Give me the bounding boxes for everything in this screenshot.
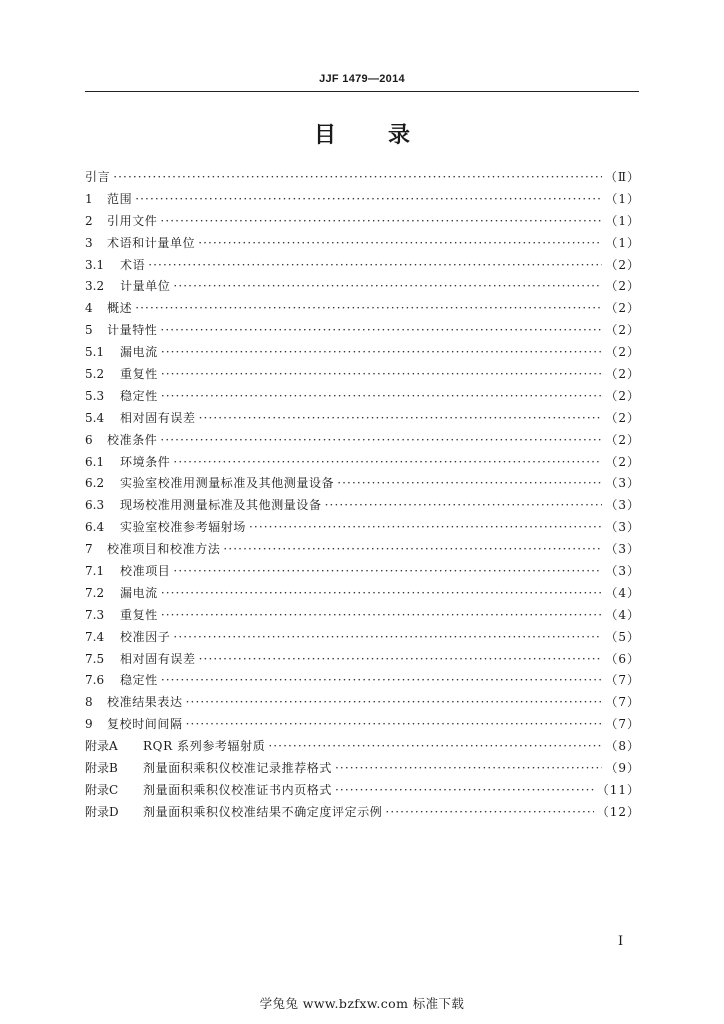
toc-entry[interactable] [85,473,640,495]
toc-entry-number: 4 [85,301,93,316]
toc-entry-label: 剂量面积乘积仪校准证书内页格式 [143,782,333,797]
toc-entry-label: 环境条件 [120,454,171,469]
toc-entry-page: （11） [596,782,640,797]
toc-dot-leader [268,736,602,758]
toc-dot-leader [337,473,602,495]
title-char-2: 录 [388,123,411,148]
toc-entry-page: （3） [605,476,640,491]
toc-entry-number: 附录D [85,804,119,819]
toc-entry-number: 6.3 [85,498,105,513]
toc-entry-label: 现场校准用测量标准及其他测量设备 [120,498,322,513]
toc-entry-label: 漏电流 [120,345,158,360]
toc-entry-number: 1 [85,191,93,206]
toc-entry-label: 相对固有误差 [120,651,196,666]
toc-entry[interactable] [85,605,640,627]
toc-dot-leader [223,539,602,561]
toc-entry-number: 2 [85,213,93,228]
toc-entry-page: （12） [596,804,640,819]
toc-entry-page: （3） [605,520,640,535]
toc-dot-leader [113,167,602,189]
toc-entry-label: 剂量面积乘积仪校准结果不确定度评定示例 [143,804,383,819]
toc-entry-page: （2） [605,323,640,338]
toc-dot-leader [161,670,603,692]
toc-entry-page: （2） [605,257,640,272]
toc-dot-leader [173,276,602,298]
toc-entry-page: （2） [605,279,640,294]
toc-dot-leader [148,255,602,277]
toc-entry-label: 概述 [107,301,133,316]
toc-entry-page: （2） [605,367,640,382]
toc-entry[interactable] [85,233,640,255]
toc-dot-leader [161,583,603,605]
toc-entry[interactable] [85,714,640,736]
toc-entry-page: （1） [605,235,640,250]
toc-dot-leader [173,627,602,649]
toc-entry[interactable] [85,517,640,539]
toc-entry-number: 5.4 [85,410,105,425]
toc-dot-leader [325,495,603,517]
toc-entry-number: 附录A [85,739,118,754]
title-char-1: 目 [313,123,336,148]
toc-entry-number: 7 [85,542,93,557]
toc-entry[interactable] [85,167,640,189]
toc-entry-label: 重复性 [120,367,158,382]
toc-entry[interactable] [85,386,640,408]
toc-dot-leader [160,211,602,233]
toc-entry-label: 引言 [85,170,111,184]
toc-dot-leader [198,233,602,255]
toc-entry-label: 术语和计量单位 [107,235,196,250]
toc-entry-number: 5.2 [85,367,105,382]
toc-entry-page: （7） [605,717,640,732]
standard-code: JJF 1479—2014 [319,73,405,85]
toc-entry-label: 实验室校准参考辐射场 [120,520,247,535]
toc-entry-number: 6.2 [85,476,105,491]
toc-entry-label: 实验室校准用测量标准及其他测量设备 [120,476,335,491]
toc-entry-page: （2） [605,388,640,403]
toc-entry-number: 7.1 [85,564,105,579]
toc-entry[interactable] [85,670,640,692]
toc-entry[interactable] [85,211,640,233]
toc-entry-page: （2） [605,301,640,316]
toc-entry[interactable] [85,627,640,649]
toc-entry[interactable] [85,430,640,452]
toc-entry-number: 附录C [85,782,119,797]
toc-dot-leader [161,342,603,364]
toc-entry[interactable] [85,495,640,517]
toc-entry[interactable] [85,342,640,364]
toc-entry[interactable] [85,649,640,671]
toc-entry[interactable] [85,452,640,474]
toc-entry-page: （3） [605,498,640,513]
toc-entry[interactable] [85,583,640,605]
toc-dot-leader [160,320,602,342]
toc-dot-leader [186,692,603,714]
toc-entry-label: 计量单位 [120,279,171,294]
toc-entry[interactable] [85,802,640,824]
toc-entry[interactable] [85,736,640,758]
footer-watermark: 学兔兔 www.bzfxw.com 标准下载 [259,996,465,1011]
toc-entry-number: 7.4 [85,629,105,644]
toc-dot-leader [135,298,602,320]
toc-dot-leader [161,386,603,408]
toc-entry-label: 校准结果表达 [107,695,183,710]
toc-entry-label: 校准项目 [120,564,171,579]
toc-entry-number: 7.2 [85,585,105,600]
toc-entry[interactable] [85,692,640,714]
toc-entry[interactable] [85,276,640,298]
page-number: I [618,934,624,949]
toc-entry-page: （2） [605,345,640,360]
toc-entry-label: 稳定性 [120,673,158,688]
toc-entry-page: （5） [605,629,640,644]
toc-entry-label: 范围 [107,191,133,206]
toc-entry-page: （7） [605,673,640,688]
toc-entry-label: 剂量面积乘积仪校准记录推荐格式 [143,761,333,776]
toc-entry-label: RQR 系列参考辐射质 [143,739,266,754]
toc-dot-leader [161,364,603,386]
toc-entry-page: （Ⅱ） [604,170,640,184]
toc-entry-label: 引用文件 [107,213,158,228]
toc-dot-leader [173,452,602,474]
toc-entry-number: 3.1 [85,257,105,272]
toc-dot-leader [160,430,602,452]
table-of-contents [85,167,640,824]
toc-entry-number: 5.1 [85,345,105,360]
toc-dot-leader [385,802,593,824]
toc-entry-number: 6.1 [85,454,105,469]
toc-entry-label: 重复性 [120,607,158,622]
toc-entry-page: （1） [605,213,640,228]
toc-entry[interactable] [85,255,640,277]
toc-entry-number: 6.4 [85,520,105,535]
toc-entry-label: 复校时间间隔 [107,717,183,732]
toc-entry[interactable] [85,364,640,386]
toc-entry-number: 5.3 [85,388,105,403]
page-title [0,118,724,149]
toc-entry-number: 6 [85,432,93,447]
toc-entry-number: 9 [85,717,93,732]
toc-entry-label: 校准条件 [107,432,158,447]
toc-entry[interactable] [85,189,640,211]
toc-entry-page: （3） [605,564,640,579]
toc-dot-leader [335,780,594,802]
toc-dot-leader [199,649,603,671]
toc-entry[interactable] [85,780,640,802]
toc-entry-label: 计量特性 [107,323,158,338]
toc-entry-label: 校准项目和校准方法 [107,542,221,557]
toc-entry-page: （2） [605,410,640,425]
toc-dot-leader [335,758,602,780]
toc-entry-page: （4） [605,607,640,622]
toc-entry-page: （4） [605,585,640,600]
toc-dot-leader [173,561,602,583]
toc-dot-leader [249,517,602,539]
toc-dot-leader [199,408,603,430]
toc-entry-number: 附录B [85,761,118,776]
toc-entry-label: 相对固有误差 [120,410,196,425]
toc-entry-number: 7.5 [85,651,105,666]
toc-entry-number: 7.6 [85,673,105,688]
toc-entry[interactable] [85,561,640,583]
toc-entry[interactable] [85,539,640,561]
toc-entry-number: 8 [85,695,93,710]
toc-dot-leader [135,189,602,211]
toc-entry-page: （1） [605,191,640,206]
toc-entry-page: （3） [605,542,640,557]
toc-entry[interactable] [85,320,640,342]
toc-entry-label: 漏电流 [120,585,158,600]
toc-entry[interactable] [85,408,640,430]
toc-entry-label: 稳定性 [120,388,158,403]
toc-entry-page: （8） [605,739,640,754]
toc-entry-number: 3.2 [85,279,105,294]
toc-entry-page: （2） [605,432,640,447]
toc-entry-page: （2） [605,454,640,469]
toc-entry[interactable] [85,758,640,780]
header-divider [85,91,639,92]
toc-entry-label: 术语 [120,257,146,272]
toc-entry-page: （6） [605,651,640,666]
toc-entry-number: 5 [85,323,93,338]
toc-entry[interactable] [85,298,640,320]
toc-dot-leader [161,605,603,627]
toc-entry-page: （7） [605,695,640,710]
toc-entry-number: 7.3 [85,607,105,622]
toc-dot-leader [186,714,603,736]
toc-entry-number: 3 [85,235,93,250]
toc-entry-label: 校准因子 [120,629,171,644]
toc-entry-page: （9） [605,761,640,776]
